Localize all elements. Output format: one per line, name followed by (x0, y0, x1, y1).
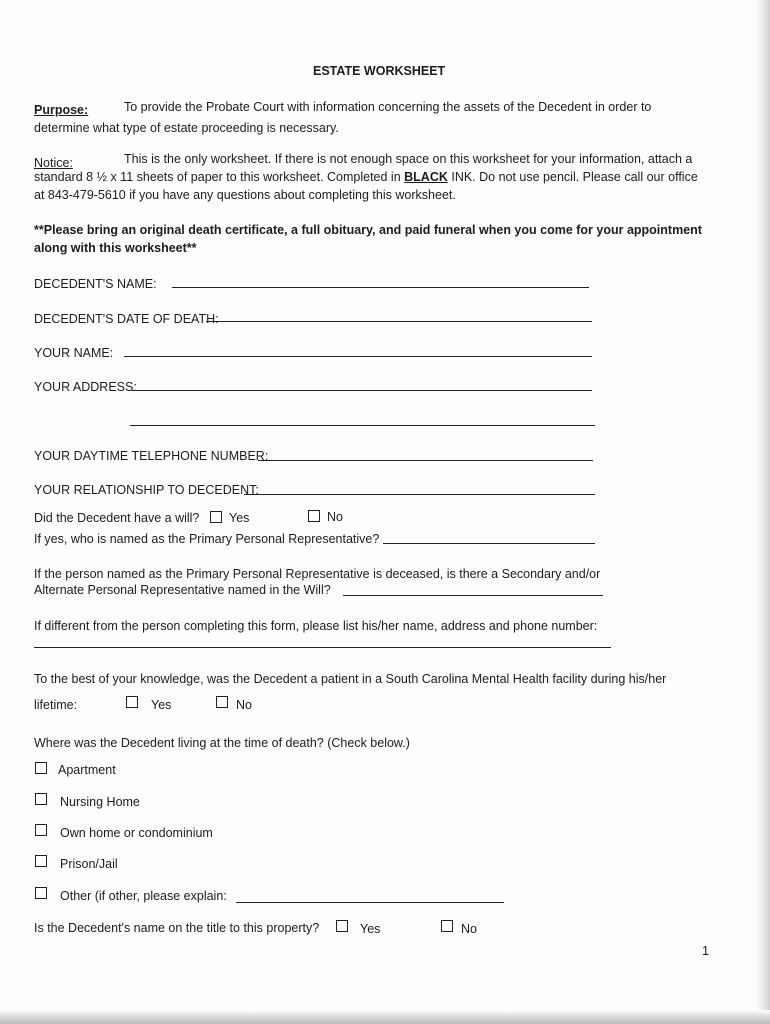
primary-rep-question: If yes, who is named as the Primary Personal Representative? (34, 532, 380, 546)
your-name-field[interactable] (124, 356, 592, 357)
mental-health-no-label: No (236, 698, 252, 712)
decedent-name-label: DECEDENT'S NAME: (34, 277, 157, 291)
title-no-label: No (461, 922, 477, 936)
title-yes-checkbox[interactable] (336, 920, 348, 932)
notice-text-line2: standard 8 ½ x 11 sheets of paper to this worksheet. Completed in BLACK INK. Do not use pencil. Please call our office (34, 170, 698, 184)
notice-text-line3: at 843-479-5610 if you have any questions about completing this worksheet. (34, 188, 456, 202)
scan-right-edge (756, 0, 770, 1024)
purpose-text-line2: determine what type of estate proceeding is necessary. (34, 121, 339, 135)
black-ink-emphasis: BLACK (404, 170, 448, 184)
title-question: Is the Decedent's name on the title to this property? (34, 921, 320, 935)
nursing-home-label: Nursing Home (60, 795, 140, 809)
will-question-label: Did the Decedent have a will? (34, 511, 200, 525)
decedent-name-field[interactable] (172, 287, 589, 288)
notice-text-line1: This is the only worksheet. If there is not enough space on this worksheet for your information, attach a (124, 152, 693, 166)
relationship-label: YOUR RELATIONSHIP TO DECEDENT: (34, 483, 259, 497)
mental-health-lifetime-label: lifetime: (34, 698, 78, 712)
title-no-checkbox[interactable] (441, 920, 453, 932)
will-no-label: No (327, 510, 343, 524)
secondary-rep-line1: If the person named as the Primary Personal Representative is deceased, is there a Secondary and/or (34, 567, 601, 581)
nursing-home-checkbox[interactable] (35, 793, 47, 805)
date-of-death-label: DECEDENT'S DATE OF DEATH: (34, 312, 219, 326)
will-yes-label: Yes (229, 511, 250, 525)
title-yes-label: Yes (360, 922, 381, 936)
prison-jail-label: Prison/Jail (60, 857, 118, 871)
relationship-field[interactable] (244, 494, 595, 495)
mental-health-yes-label: Yes (151, 698, 172, 712)
own-home-label: Own home or condominium (60, 826, 213, 840)
secondary-rep-field[interactable] (343, 595, 603, 596)
living-question: Where was the Decedent living at the time of death? (Check below.) (34, 736, 410, 750)
different-person-field[interactable] (34, 647, 611, 648)
apartment-checkbox[interactable] (35, 762, 47, 774)
your-address-field-line1[interactable] (132, 390, 592, 391)
bring-notice-line1: **Please bring an original death certificate, a full obituary, and paid funeral when you come for your appointment (34, 223, 702, 237)
will-no-checkbox[interactable] (308, 510, 320, 522)
purpose-text-line1: To provide the Probate Court with information concerning the assets of the Decedent in order to (124, 100, 652, 114)
page-number: 1 (702, 944, 709, 958)
notice-label: Notice: (34, 156, 73, 170)
other-explain-field[interactable] (236, 902, 504, 903)
other-checkbox[interactable] (35, 887, 47, 899)
your-address-field-line2[interactable] (130, 425, 595, 426)
mental-health-no-checkbox[interactable] (216, 696, 228, 708)
apartment-label: Apartment (58, 763, 116, 777)
bring-notice-line2: along with this worksheet** (34, 241, 197, 255)
your-address-label: YOUR ADDRESS: (34, 380, 137, 394)
mental-health-question: To the best of your knowledge, was the Decedent a patient in a South Carolina Mental Health facility during his/her (34, 672, 667, 686)
purpose-label: Purpose: (34, 103, 89, 117)
secondary-rep-line2: Alternate Personal Representative named in the Will? (34, 583, 331, 597)
will-yes-checkbox[interactable] (210, 511, 222, 523)
page-title: ESTATE WORKSHEET (313, 64, 446, 78)
other-label: Other (if other, please explain: (60, 889, 227, 903)
mental-health-yes-checkbox[interactable] (126, 696, 138, 708)
phone-label: YOUR DAYTIME TELEPHONE NUMBER: (34, 449, 269, 463)
date-of-death-field[interactable] (206, 321, 592, 322)
primary-rep-field[interactable] (383, 543, 595, 544)
your-name-label: YOUR NAME: (34, 346, 114, 360)
scan-bottom-edge (0, 1010, 770, 1024)
phone-field[interactable] (258, 460, 593, 461)
own-home-checkbox[interactable] (35, 824, 47, 836)
prison-jail-checkbox[interactable] (35, 855, 47, 867)
different-person-question: If different from the person completing this form, please list his/her name, address and phone number: (34, 619, 598, 633)
